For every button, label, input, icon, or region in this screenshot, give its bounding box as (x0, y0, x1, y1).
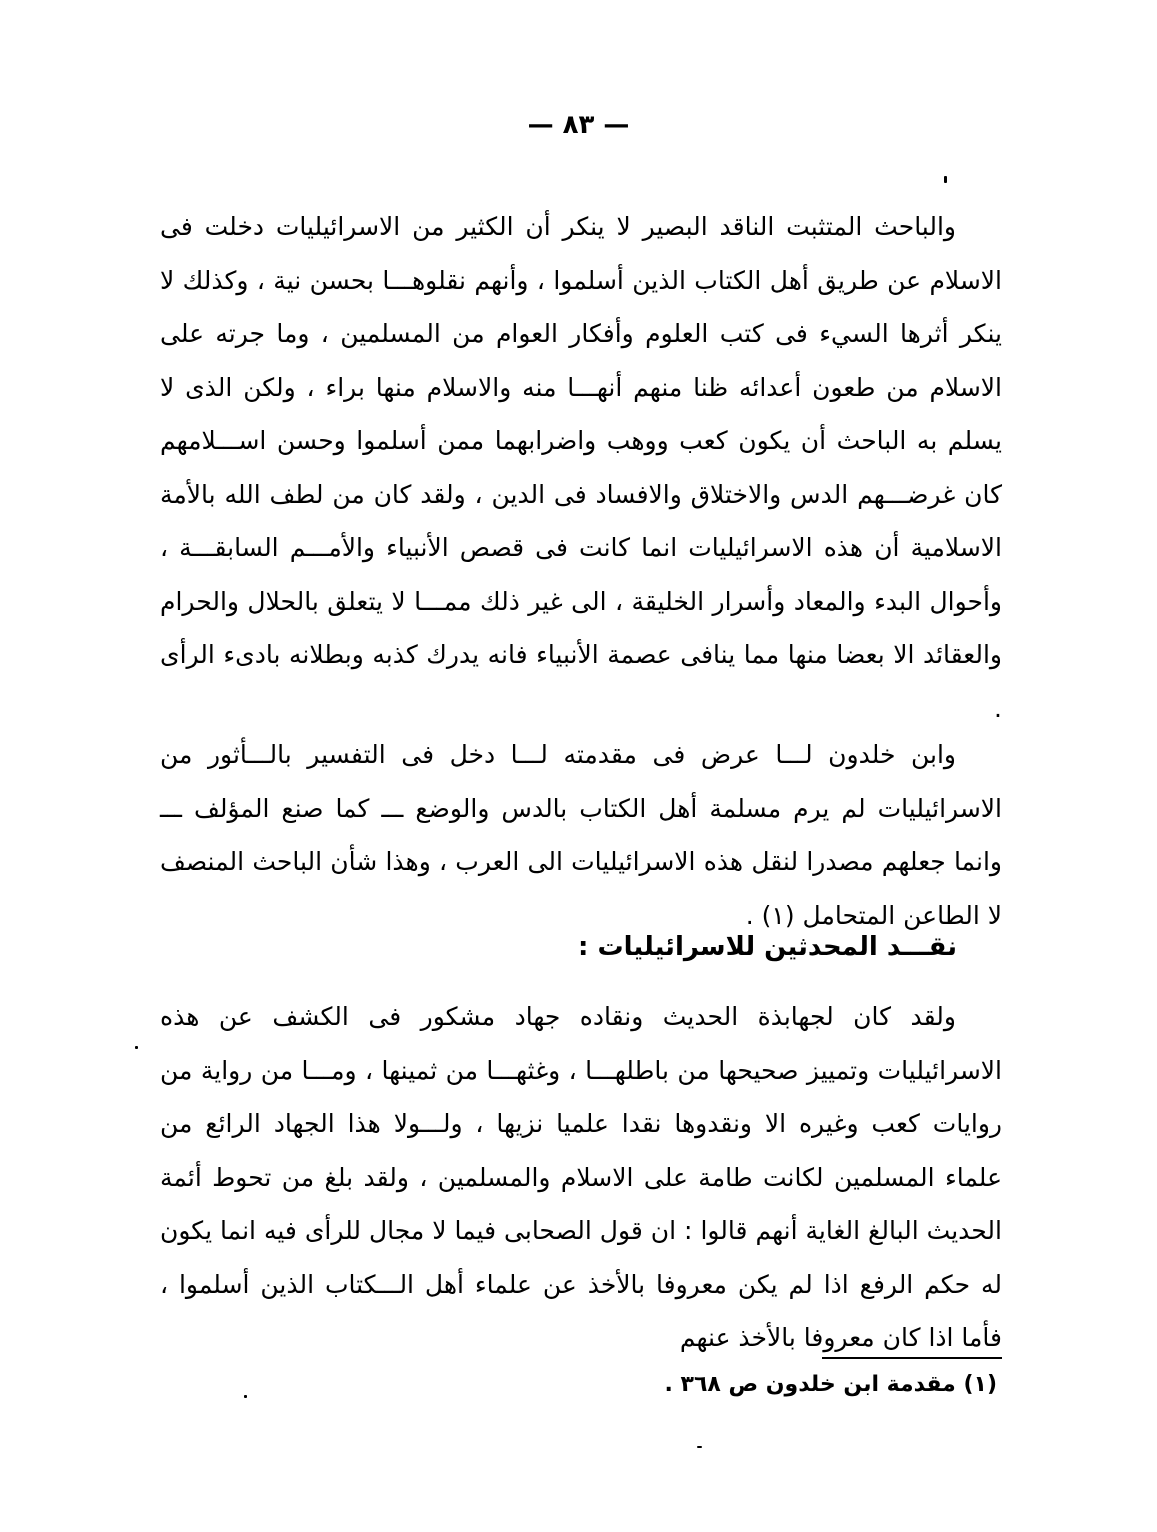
footnote-divider (822, 1357, 1002, 1359)
scan-speck (697, 1446, 702, 1448)
scan-speck (244, 1395, 247, 1398)
footnote: (١) مقدمة ابن خلدون ص ٣٦٨ . (664, 1372, 997, 1397)
paragraph-ibn-khaldun: وابن خلدون لـــا عرض فى مقدمته لـــا دخل فى التفسير بالـــأثور من الاسرائيليات لم يرم مسلمة أهل الكتاب بالدس والوضع ـــ كما صنع المؤلف ـــ وانما جعلهم مصدرا لنقل هذه الاسرائيليات الى العرب ، وهذا شأن الباحث المنصف لا الطاعن المتحامل (١) . (160, 740, 1002, 930)
paragraph-israiliyyat-critic: والباحث المتثبت الناقد البصير لا ينكر أن الكثير من الاسرائيليات دخلت فى الاسلام عن طريق أهل الكتاب الذين أسلموا ، وأنهم نقلوهـــا بحسن نية ، وكذلك لا ينكر أثرها السيء فى كتب العلوم وأفكار العوام من المسلمين ، وما جرته على الاسلام من طعون أعدائه ظنا منهم أنهـــا منه والاسلام منها براء ، ولكن الذى لا يسلم به الباحث أن يكون كعب ووهب واضرابهما ممن أسلموا وحسن اســـلامهم كان غرضـــهم الدس والاختلاق والافساد فى الدين ، ولقد كان من لطف الله بالأمة الاسلامية أن هذه الاسرائيليات انما كانت فى قصص الأنبياء والأمـــم السابقـــة ، وأحوال البدء والمعاد وأسرار الخليقة ، الى غير ذلك ممـــا لا يتعلق بالحلال والحرام والعقائد الا بعضا منها مما ينافى عصمة الأنبياء فانه يدرك كذبه وبطلانه بادىء الرأى . (160, 212, 1002, 723)
scan-speck (944, 176, 947, 183)
section-heading: نقـــد المحدثين للاسرائيليات : (578, 932, 957, 962)
scan-speck (135, 1046, 138, 1049)
paragraph-hadith-scholars: ولقد كان لجهابذة الحديث ونقاده جهاد مشكور فى الكشف عن هذه الاسرائيليات وتمييز صحيحها من باطلهـــا ، وغثهـــا من ثمينها ، ومـــا من رواية من روايات كعب وغيره الا ونقدوها نقدا علميا نزيها ، ولـــولا هذا الجهاد الرائع من علماء المسلمين لكانت طامة على الاسلام والمسلمين ، ولقد بلغ من تحوط أئمة الحديث البالغ الغاية أنهم قالوا : ان قول الصحابى فيما لا مجال للرأى فيه انما يكون له حكم الرفع اذا لم يكن معروفا بالأخذ عن علماء أهل الـــكتاب الذين أسلموا ، فأما اذا كان معروفا بالأخذ عنهم (160, 1002, 1002, 1352)
page-number: — ٨٣ — (527, 110, 630, 140)
